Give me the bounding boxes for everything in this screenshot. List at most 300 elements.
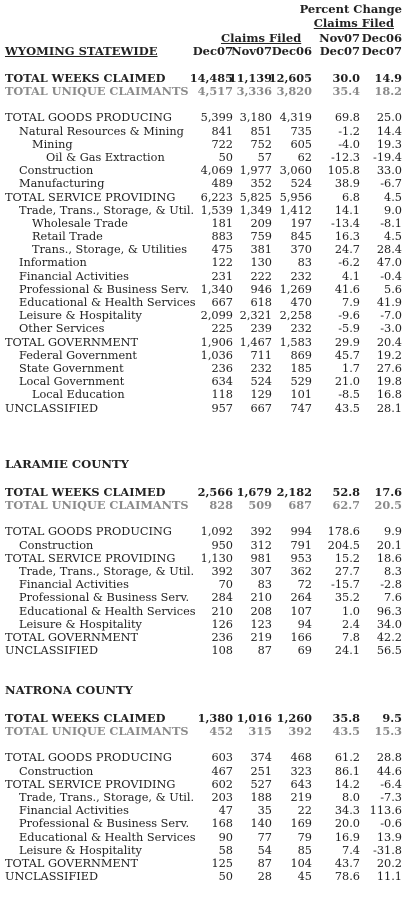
row-value-col4: 204.5 <box>327 538 360 552</box>
row-label: Oil & Gas Extraction <box>46 150 165 164</box>
row-value-col3: 3,820 <box>276 84 312 99</box>
row-value-col2: 222 <box>250 269 272 283</box>
row-value-col1: 1,380 <box>197 711 233 725</box>
col-header-nov07: Nov07 <box>231 44 272 58</box>
row-value-col1: 2,566 <box>197 485 233 499</box>
table-header <box>0 0 406 60</box>
row-value-col1: 5,399 <box>200 111 233 125</box>
row-value-col4: 62.7 <box>332 498 360 513</box>
row-label: TOTAL SERVICE PROVIDING <box>5 777 176 791</box>
row-value-col1: 1,906 <box>200 335 233 349</box>
row-value-col4: 20.0 <box>334 817 360 831</box>
row-value-col5: 33.0 <box>376 164 402 178</box>
table-row <box>0 256 406 269</box>
row-label: TOTAL UNIQUE CLAIMANTS <box>5 724 189 739</box>
row-label: UNCLASSIFIED <box>5 644 99 658</box>
spacer <box>0 512 406 525</box>
row-value-col5: 13.9 <box>376 830 402 844</box>
row-label: Professional & Business Serv. <box>19 591 190 605</box>
row-value-col1: 841 <box>211 124 233 138</box>
row-value-col2: 3,180 <box>239 111 272 125</box>
row-value-col2: 1,349 <box>239 203 272 217</box>
row-value-col3: 392 <box>288 724 312 739</box>
row-value-col1: 1,036 <box>200 348 233 362</box>
row-label: Federal Government <box>19 348 137 362</box>
total-row <box>0 499 406 512</box>
row-value-col2: 77 <box>257 830 272 844</box>
row-value-col3: 370 <box>290 243 312 257</box>
table-row <box>0 618 406 631</box>
table-row <box>0 125 406 138</box>
row-value-col1: 6,223 <box>200 190 233 204</box>
row-value-col2: 851 <box>250 124 272 138</box>
row-value-col4: 35.8 <box>332 711 360 725</box>
table-row <box>0 644 406 657</box>
row-value-col2: 1,679 <box>236 485 272 499</box>
row-value-col2: 381 <box>250 243 272 257</box>
row-value-col2: 35 <box>257 804 272 818</box>
row-value-col4: 35.2 <box>334 591 360 605</box>
row-label: Construction <box>19 164 94 178</box>
row-label: TOTAL GOVERNMENT <box>5 630 139 644</box>
row-value-col3: 468 <box>290 751 312 765</box>
row-value-col4: 35.4 <box>332 84 360 99</box>
row-value-col1: 602 <box>211 777 233 791</box>
row-value-col5: 8.3 <box>384 564 402 578</box>
row-value-col4: 38.9 <box>334 177 360 191</box>
row-value-col5: -7.0 <box>380 309 402 323</box>
row-value-col1: 603 <box>211 751 233 765</box>
row-value-col3: 1,583 <box>279 335 312 349</box>
row-value-col3: 22 <box>297 804 312 818</box>
row-value-col5: 25.0 <box>376 111 402 125</box>
row-value-col3: 107 <box>290 604 312 618</box>
row-value-col2: 28 <box>257 870 272 884</box>
row-label: TOTAL GOODS PRODUCING <box>5 111 172 125</box>
row-value-col2: 251 <box>250 764 272 778</box>
row-label: Retail Trade <box>32 230 103 244</box>
laramie-table <box>0 486 406 657</box>
row-value-col2: 527 <box>250 777 272 791</box>
row-value-col3: 643 <box>290 777 312 791</box>
row-value-col5: 14.4 <box>376 124 402 138</box>
row-value-col1: 126 <box>211 617 233 631</box>
row-value-col5: 7.6 <box>384 591 402 605</box>
row-value-col4: 16.3 <box>334 230 360 244</box>
row-value-col1: 14,485 <box>189 71 233 85</box>
row-value-col5: -2.8 <box>380 578 402 592</box>
row-value-col3: 323 <box>290 764 312 778</box>
row-value-col4: 43.5 <box>334 401 360 415</box>
row-value-col2: 1,977 <box>239 164 272 178</box>
row-label: Manufacturing <box>19 177 105 191</box>
table-row <box>0 857 406 870</box>
row-value-col1: 168 <box>211 817 233 831</box>
row-value-col5: 47.0 <box>376 256 402 270</box>
row-value-col5: 20.1 <box>376 538 402 552</box>
table-row <box>0 791 406 804</box>
row-value-col4: 105.8 <box>327 164 360 178</box>
row-value-col5: 20.5 <box>374 498 402 513</box>
row-label: Professional & Business Serv. <box>19 817 190 831</box>
row-value-col1: 1,340 <box>200 282 233 296</box>
row-value-col3: 4,319 <box>279 111 312 125</box>
table-row <box>0 552 406 565</box>
row-value-col3: 185 <box>290 361 312 375</box>
row-value-col5: 56.5 <box>376 644 402 658</box>
row-value-col1: 1,092 <box>200 525 233 539</box>
row-value-col4: 2.4 <box>342 617 360 631</box>
county-title-text: NATRONA COUNTY <box>5 683 133 697</box>
row-value-col2: 208 <box>250 604 272 618</box>
table-row <box>0 283 406 296</box>
row-value-col5: 14.9 <box>374 71 402 85</box>
row-value-col4: 43.7 <box>334 856 360 870</box>
row-value-col2: 352 <box>250 177 272 191</box>
row-value-col5: 9.0 <box>384 203 402 217</box>
row-value-col1: 883 <box>211 230 233 244</box>
row-value-col5: -8.1 <box>380 216 402 230</box>
row-value-col1: 50 <box>218 150 233 164</box>
statewide-title: WYOMING STATEWIDE <box>5 44 158 58</box>
row-value-col5: 16.8 <box>376 388 402 402</box>
row-value-col2: 57 <box>257 150 272 164</box>
row-value-col1: 181 <box>211 216 233 230</box>
row-label: Trans., Storage, & Utilities <box>32 243 188 257</box>
row-label: Natural Resources & Mining <box>19 124 184 138</box>
spacer <box>0 98 406 111</box>
row-value-col2: 667 <box>250 401 272 415</box>
table-row <box>0 765 406 778</box>
row-label: Trade, Trans., Storage, & Util. <box>19 564 195 578</box>
total-row <box>0 725 406 738</box>
row-label: Educational & Health Services <box>19 604 196 618</box>
row-value-col1: 1,539 <box>200 203 233 217</box>
row-value-col3: 687 <box>288 498 312 513</box>
row-value-col2: 209 <box>250 216 272 230</box>
table-row <box>0 230 406 243</box>
row-value-col1: 957 <box>211 401 233 415</box>
laramie-county-title <box>0 457 406 471</box>
table-row <box>0 336 406 349</box>
row-label: Professional & Business Serv. <box>19 282 190 296</box>
row-value-col3: 104 <box>290 856 312 870</box>
row-label: Leisure & Hospitality <box>19 843 142 857</box>
table-row <box>0 578 406 591</box>
row-value-col1: 634 <box>211 375 233 389</box>
col-header-dec06: Dec06 <box>271 44 312 58</box>
row-value-col3: 72 <box>297 578 312 592</box>
row-value-col3: 1,269 <box>279 282 312 296</box>
row-value-col5: 28.1 <box>376 401 402 415</box>
row-label: TOTAL GOODS PRODUCING <box>5 751 172 765</box>
table-row <box>0 349 406 362</box>
table-row <box>0 831 406 844</box>
row-value-col3: 953 <box>290 551 312 565</box>
row-label: TOTAL SERVICE PROVIDING <box>5 190 176 204</box>
row-value-col4: 86.1 <box>334 764 360 778</box>
row-value-col2: 87 <box>257 856 272 870</box>
col-header-pct-dec06: Dec06 <box>361 31 402 45</box>
row-value-col5: 17.6 <box>374 485 402 499</box>
row-value-col2: 759 <box>250 230 272 244</box>
row-value-col1: 284 <box>211 591 233 605</box>
row-value-col2: 239 <box>250 322 272 336</box>
row-value-col3: 605 <box>290 137 312 151</box>
row-value-col4: 15.2 <box>334 551 360 565</box>
row-value-col2: 374 <box>250 751 272 765</box>
row-label: TOTAL GOVERNMENT <box>5 335 139 349</box>
table-row <box>0 243 406 256</box>
table-row <box>0 565 406 578</box>
row-value-col1: 90 <box>218 830 233 844</box>
row-value-col3: 524 <box>290 177 312 191</box>
table-row <box>0 191 406 204</box>
row-label: Other Services <box>19 322 105 336</box>
table-row <box>0 296 406 309</box>
row-value-col2: 188 <box>250 790 272 804</box>
row-value-col1: 118 <box>211 388 233 402</box>
row-value-col2: 130 <box>250 256 272 270</box>
row-value-col3: 85 <box>297 843 312 857</box>
row-value-col5: 5.6 <box>384 282 402 296</box>
claims-filed-heading: Claims Filed <box>221 31 302 45</box>
row-value-col5: 42.2 <box>376 630 402 644</box>
row-value-col5: 113.6 <box>369 804 402 818</box>
row-value-col4: 7.4 <box>342 843 360 857</box>
row-value-col3: 5,956 <box>279 190 312 204</box>
row-value-col4: -12.3 <box>331 150 360 164</box>
table-row <box>0 778 406 791</box>
table-row <box>0 375 406 388</box>
row-value-col1: 1,130 <box>200 551 233 565</box>
row-value-col3: 869 <box>290 348 312 362</box>
row-value-col3: 62 <box>297 150 312 164</box>
row-value-col4: -6.2 <box>338 256 360 270</box>
row-label: Financial Activities <box>19 804 129 818</box>
row-label: TOTAL WEEKS CLAIMED <box>5 71 166 85</box>
row-value-col5: 4.5 <box>384 230 402 244</box>
row-value-col2: 219 <box>250 630 272 644</box>
table-row <box>0 362 406 375</box>
row-value-col3: 197 <box>290 216 312 230</box>
table-row <box>0 111 406 124</box>
row-value-col1: 108 <box>211 644 233 658</box>
row-value-col3: 470 <box>290 296 312 309</box>
table-row <box>0 631 406 644</box>
row-value-col4: 78.6 <box>334 870 360 884</box>
row-value-col2: 981 <box>250 551 272 565</box>
row-value-col3: 735 <box>290 124 312 138</box>
row-value-col1: 210 <box>211 604 233 618</box>
row-value-col2: 83 <box>257 578 272 592</box>
row-value-col1: 4,517 <box>197 84 233 99</box>
row-value-col5: -6.4 <box>380 777 402 791</box>
row-value-col2: 5,825 <box>239 190 272 204</box>
row-value-col4: 1.0 <box>342 604 360 618</box>
laramie-county-section <box>0 457 406 471</box>
row-value-col2: 140 <box>250 817 272 831</box>
row-value-col4: 43.5 <box>332 724 360 739</box>
row-label: Educational & Health Services <box>19 296 196 309</box>
row-value-col4: 16.9 <box>334 830 360 844</box>
row-value-col2: 123 <box>250 617 272 631</box>
row-value-col3: 994 <box>290 525 312 539</box>
row-value-col5: 4.5 <box>384 190 402 204</box>
row-value-col5: 96.3 <box>376 604 402 618</box>
statewide-section <box>0 72 406 415</box>
row-value-col5: -19.4 <box>373 150 402 164</box>
row-value-col1: 231 <box>211 269 233 283</box>
row-value-col3: 845 <box>290 230 312 244</box>
table-row <box>0 164 406 177</box>
row-value-col5: 19.2 <box>376 348 402 362</box>
row-label: Financial Activities <box>19 578 129 592</box>
row-value-col4: -9.6 <box>338 309 360 323</box>
row-value-col4: 7.8 <box>342 630 360 644</box>
row-value-col1: 236 <box>211 630 233 644</box>
row-value-col1: 122 <box>211 256 233 270</box>
row-value-col3: 169 <box>290 817 312 831</box>
row-value-col2: 315 <box>248 724 272 739</box>
table-row <box>0 605 406 618</box>
row-value-col5: 28.4 <box>376 243 402 257</box>
table-row <box>0 151 406 164</box>
spacer <box>0 738 406 751</box>
row-value-col1: 50 <box>218 870 233 884</box>
table-row <box>0 322 406 335</box>
row-value-col1: 58 <box>218 843 233 857</box>
row-value-col1: 70 <box>218 578 233 592</box>
row-value-col4: -13.4 <box>331 216 360 230</box>
row-value-col5: 41.9 <box>376 296 402 309</box>
row-value-col5: -7.3 <box>380 790 402 804</box>
row-value-col3: 101 <box>290 388 312 402</box>
table-row <box>0 844 406 857</box>
row-value-col2: 946 <box>250 282 272 296</box>
row-value-col3: 2,258 <box>279 309 312 323</box>
row-value-col1: 2,099 <box>200 309 233 323</box>
row-value-col1: 722 <box>211 137 233 151</box>
row-label: Financial Activities <box>19 269 129 283</box>
row-label: Construction <box>19 764 94 778</box>
row-value-col5: -6.7 <box>380 177 402 191</box>
row-value-col4: 6.8 <box>342 190 360 204</box>
row-value-col4: 30.0 <box>332 71 360 85</box>
table-row <box>0 138 406 151</box>
row-value-col3: 232 <box>290 269 312 283</box>
row-value-col5: -31.8 <box>373 843 402 857</box>
row-value-col3: 12,605 <box>268 71 312 85</box>
row-value-col3: 2,182 <box>276 485 312 499</box>
row-value-col5: 44.6 <box>376 764 402 778</box>
row-value-col5: 19.8 <box>376 375 402 389</box>
row-value-col4: -4.0 <box>338 137 360 151</box>
row-label: Leisure & Hospitality <box>19 617 142 631</box>
row-value-col2: 312 <box>250 538 272 552</box>
row-label: TOTAL GOVERNMENT <box>5 856 139 870</box>
row-value-col3: 219 <box>290 790 312 804</box>
row-value-col3: 69 <box>297 644 312 658</box>
row-label: Local Government <box>19 375 125 389</box>
row-value-col4: 7.9 <box>342 296 360 309</box>
row-value-col2: 129 <box>250 388 272 402</box>
row-value-col2: 1,467 <box>239 335 272 349</box>
row-label: TOTAL WEEKS CLAIMED <box>5 485 166 499</box>
row-value-col3: 232 <box>290 322 312 336</box>
row-value-col2: 232 <box>250 361 272 375</box>
row-value-col3: 747 <box>290 401 312 415</box>
table-row <box>0 870 406 883</box>
col-header-pct-nov07: Nov07 <box>319 31 360 45</box>
percent-change-heading: Percent Change <box>299 2 402 16</box>
row-value-col4: 14.1 <box>334 203 360 217</box>
row-value-col1: 125 <box>211 856 233 870</box>
row-value-col1: 475 <box>211 243 233 257</box>
row-value-col2: 711 <box>250 348 272 362</box>
row-value-col1: 467 <box>211 764 233 778</box>
row-value-col1: 203 <box>211 790 233 804</box>
row-value-col5: 15.3 <box>374 724 402 739</box>
row-value-col3: 264 <box>290 591 312 605</box>
row-label: TOTAL GOODS PRODUCING <box>5 525 172 539</box>
row-value-col3: 45 <box>297 870 312 884</box>
col-header-pct-dec07-b: Dec07 <box>361 44 402 58</box>
row-label: UNCLASSIFIED <box>5 401 99 415</box>
row-value-col2: 2,321 <box>239 309 272 323</box>
row-value-col3: 83 <box>297 256 312 270</box>
natrona-county-section <box>0 683 406 697</box>
table-row <box>0 270 406 283</box>
row-value-col4: 178.6 <box>327 525 360 539</box>
natrona-county-title <box>0 683 406 697</box>
row-value-col1: 47 <box>218 804 233 818</box>
row-value-col5: 20.2 <box>376 856 402 870</box>
table-row <box>0 591 406 604</box>
table-row <box>0 204 406 217</box>
row-value-col4: -1.2 <box>338 124 360 138</box>
row-value-col1: 4,069 <box>200 164 233 178</box>
table-row <box>0 525 406 538</box>
row-value-col3: 362 <box>290 564 312 578</box>
row-value-col4: 45.7 <box>334 348 360 362</box>
row-value-col2: 210 <box>250 591 272 605</box>
col-header-dec07: Dec07 <box>192 44 233 58</box>
row-value-col2: 11,139 <box>228 71 272 85</box>
table-row <box>0 309 406 322</box>
table-row <box>0 217 406 230</box>
row-label: State Government <box>19 361 124 375</box>
row-value-col2: 509 <box>248 498 272 513</box>
row-value-col2: 1,016 <box>236 711 272 725</box>
row-value-col1: 225 <box>211 322 233 336</box>
row-value-col4: 24.1 <box>334 644 360 658</box>
row-value-col4: 52.8 <box>332 485 360 499</box>
row-label: TOTAL WEEKS CLAIMED <box>5 711 166 725</box>
row-value-col4: 69.8 <box>334 111 360 125</box>
col-header-pct-dec07-a: Dec07 <box>319 44 360 58</box>
row-value-col2: 87 <box>257 644 272 658</box>
row-value-col2: 524 <box>250 375 272 389</box>
claims-filed-percent-heading: Claims Filed <box>313 16 394 30</box>
row-value-col2: 618 <box>250 296 272 309</box>
table-row <box>0 388 406 401</box>
table-row <box>0 539 406 552</box>
row-value-col2: 3,336 <box>236 84 272 99</box>
row-value-col5: 27.6 <box>376 361 402 375</box>
row-label: Information <box>19 256 87 270</box>
row-label: UNCLASSIFIED <box>5 870 99 884</box>
